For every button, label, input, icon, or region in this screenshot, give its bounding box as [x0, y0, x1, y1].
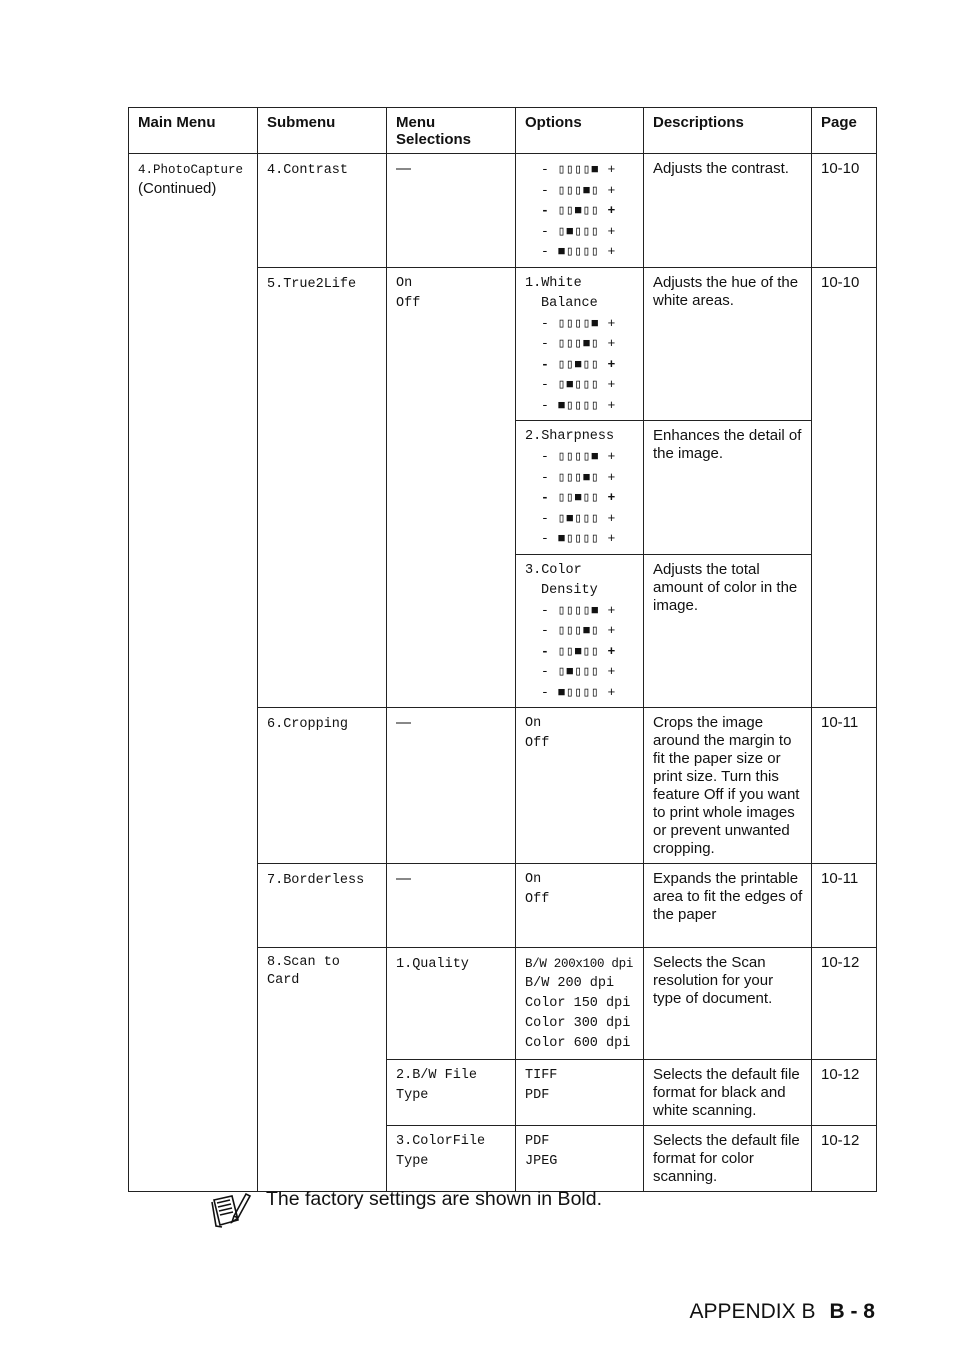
options-borderless: On Off [516, 864, 644, 948]
submenu-scan-to-card: 8.Scan to Card [258, 948, 387, 1192]
table-row [129, 154, 877, 268]
page-true2life: 10-10 [812, 267, 877, 708]
options-color-file-type: PDF JPEG [516, 1126, 644, 1192]
page-bw-file-type: 10-12 [812, 1060, 877, 1126]
selection-cropping: — [387, 708, 516, 864]
page-footer [689, 1300, 875, 1324]
options-sharpness: 2.Sharpness - ▯▯▯▯■ + - ▯▯▯■▯ + - ▯▯■▯▯ + - ▯■▯▯▯ + - ■▯▯▯▯ + [516, 421, 644, 555]
header-main-menu: Main Menu [129, 108, 258, 154]
description-quality: Selects the Scan resolution for your type of document. [644, 948, 812, 1060]
selection-color-file-type: 3.ColorFile Type [387, 1126, 516, 1192]
page-cropping: 10-11 [812, 708, 877, 864]
selection-bw-file-type: 2.B/W File Type [387, 1060, 516, 1126]
header-descriptions: Descriptions [644, 108, 812, 154]
page-color-file-type: 10-12 [812, 1126, 877, 1192]
note [210, 1188, 870, 1232]
footer-appendix: APPENDIX B [689, 1300, 816, 1323]
header-submenu: Submenu [258, 108, 387, 154]
page-contrast: 10-10 [812, 154, 877, 268]
menu-table [128, 107, 877, 1192]
header-row [129, 108, 877, 154]
selection-borderless: — [387, 864, 516, 948]
main-menu-cell [129, 154, 258, 1192]
options-cropping: On Off [516, 708, 644, 864]
scale-3: - ▯▯■▯▯ + [541, 203, 616, 218]
selection-true2life: On Off [387, 267, 516, 708]
selection-quality: 1.Quality [387, 948, 516, 1060]
submenu-borderless: 7.Borderless [258, 864, 387, 948]
selection-contrast: — [387, 154, 516, 268]
description-color-file-type: Selects the default file format for color scanning. [644, 1126, 812, 1192]
scale-5: - ▯▯▯▯■ + [541, 162, 616, 177]
description-sharpness: Enhances the detail of the image. [644, 421, 812, 555]
options-bw-file-type: TIFF PDF [516, 1060, 644, 1126]
submenu-contrast: 4.Contrast [258, 154, 387, 268]
description-bw-file-type: Selects the default file format for black and white scanning. [644, 1060, 812, 1126]
description-cropping: Crops the image around the margin to fit the paper size or print size. Turn this feature Off if you want to print whole images or prevent unwanted cropping. [644, 708, 812, 864]
scale-2: - ▯■▯▯▯ + [541, 223, 616, 239]
submenu-cropping: 6.Cropping [258, 708, 387, 864]
header-menu-selections: Menu Selections [387, 108, 516, 154]
note-pencil-icon [210, 1190, 252, 1230]
page-borderless: 10-11 [812, 864, 877, 948]
options-white-balance: 1.White Balance - ▯▯▯▯■ + - ▯▯▯■▯ + - ▯▯■▯▯ + - ▯■▯▯▯ + - ■▯▯▯▯ + [516, 267, 644, 421]
page-quality: 10-12 [812, 948, 877, 1060]
description-contrast: Adjusts the contrast. [644, 154, 812, 268]
main-menu-code: 4.PhotoCapture [138, 163, 244, 177]
footer-page-number: B - 8 [829, 1300, 875, 1323]
header-page: Page [812, 108, 877, 154]
submenu-true2life: 5.True2Life [258, 267, 387, 708]
main-menu-continued: (Continued) [138, 180, 217, 197]
description-borderless: Expands the printable area to fit the edges of the paper [644, 864, 812, 948]
options-quality: B/W 200x100 dpi B/W 200 dpi Color 150 dpi Color 300 dpi Color 600 dpi [516, 948, 644, 1060]
scale-4: - ▯▯▯■▯ + [541, 182, 616, 198]
description-white-balance: Adjusts the hue of the white areas. [644, 267, 812, 421]
description-color-density: Adjusts the total amount of color in the image. [644, 554, 812, 708]
options-color-density: 3.Color Density - ▯▯▯▯■ + - ▯▯▯■▯ + - ▯▯■▯▯ + - ▯■▯▯▯ + - ■▯▯▯▯ + [516, 554, 644, 708]
note-text: The factory settings are shown in Bold. [266, 1188, 603, 1210]
header-options: Options [516, 108, 644, 154]
scale-1: - ■▯▯▯▯ + [541, 244, 616, 259]
options-contrast [516, 154, 644, 268]
